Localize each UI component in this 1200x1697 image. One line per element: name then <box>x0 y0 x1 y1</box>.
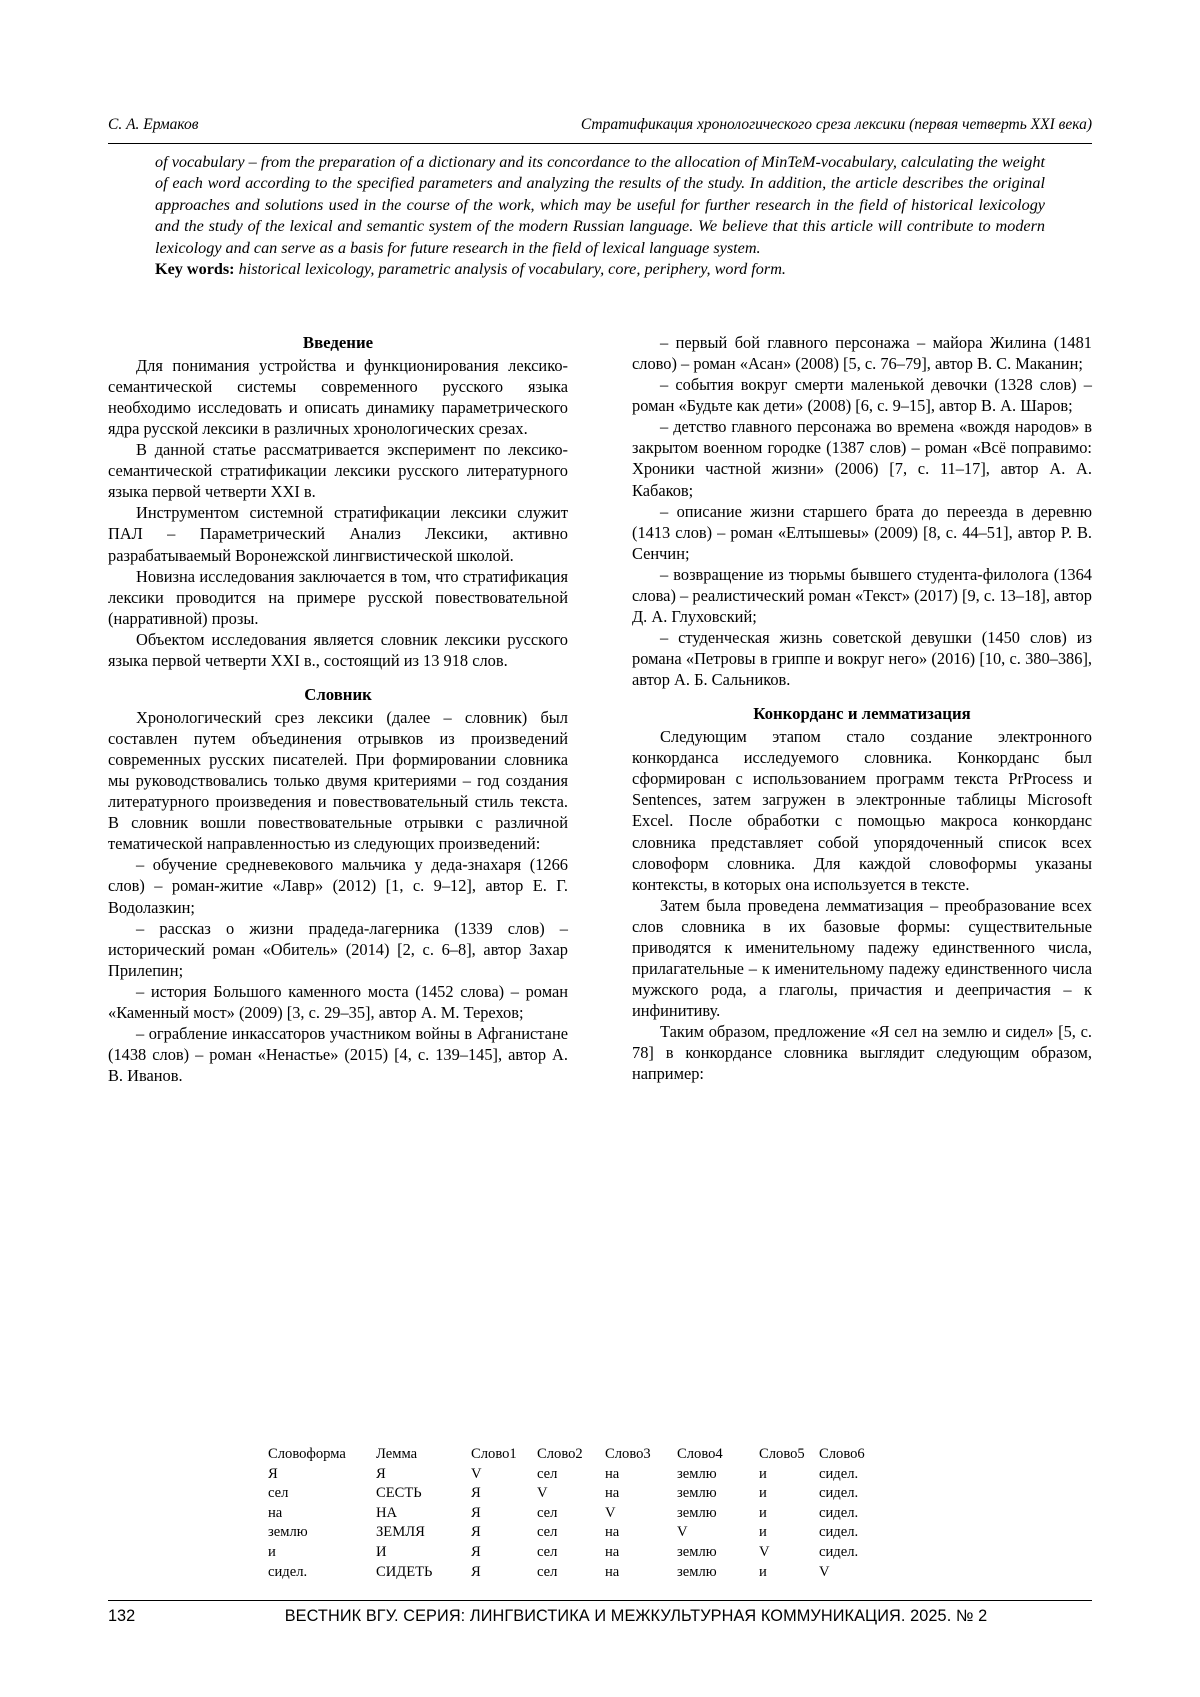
table-cell: Я <box>376 1465 386 1482</box>
table-row <box>268 1484 1028 1504</box>
running-head-author: С. А. Ермаков <box>108 116 199 133</box>
footer-divider <box>108 1600 1092 1601</box>
table-cell: на <box>605 1524 620 1541</box>
table-cell: на <box>605 1563 620 1580</box>
table-cell: сел <box>537 1465 558 1482</box>
header-divider <box>108 143 1092 144</box>
body-columns <box>108 332 1092 1442</box>
table-cell: Я <box>471 1563 481 1580</box>
table-row <box>268 1503 1028 1523</box>
table-cell: и <box>268 1543 276 1560</box>
column-header: Слово1 <box>471 1445 517 1462</box>
table-row <box>268 1523 1028 1543</box>
table-cell: И <box>376 1543 387 1560</box>
table-cell: на <box>605 1485 620 1502</box>
concordance-table <box>268 1444 1028 1582</box>
column-header: Лемма <box>376 1445 418 1462</box>
table-cell: V <box>819 1563 830 1580</box>
heading-introduction: Введение <box>302 333 374 352</box>
abstract-text: of vocabulary – from the preparation of a dictionary and its concordance to the allocation of MinTeM-vocabulary, calculating the weight of each word according to the specified parameters and analyzing the results of the study. In addition, the article describes the original approaches and solutions used in the course of the work, which may be useful for further research in the field of historical lexicology and the study of the lexical and semantic system of the modern Russian language. We believe that this article will contribute to modern lexicology and can serve as a basis for future research in the field of lexical language system. <box>155 153 1045 257</box>
table-header-row <box>268 1444 1028 1464</box>
table-cell: СИДЕТЬ <box>376 1563 433 1580</box>
list-item: – первый бой главного персонажа – майора Жилина (1481 слово) – роман «Асан» (2008) [5, с. 76–79], автор В. С. Маканин; <box>632 333 1092 374</box>
table-cell: СЕСТЬ <box>376 1485 422 1502</box>
table-cell: и <box>759 1524 767 1541</box>
table-cell: и <box>759 1465 767 1482</box>
heading-concordance: Конкорданс и лемматизация <box>753 704 971 724</box>
paragraph: Новизна исследования заключается в том, что стратификация лексики проводится на примере русской повествовательной (нарративной) прозы. <box>108 566 568 628</box>
running-head <box>108 116 1092 134</box>
paragraph: Инструментом системной стратификации лексики служит ПАЛ – Параметрический Анализ Лексики, активно разрабатываемый Воронежской лингвистической школой. <box>108 503 568 565</box>
keywords-text: historical lexicology, parametric analysis of vocabulary, core, periphery, word form. <box>234 259 786 278</box>
column-header: Слово6 <box>819 1445 865 1462</box>
page-number: 132 <box>108 1607 136 1625</box>
paragraph: Следующим этапом стало создание электронного конкорданса исследуемого словника. Конкорданс был сформирован с использованием программ текста PrProcess и Sentences, затем загружен в электронные таблицы Microsoft Excel. После обработки с помощью макроса конкорданс словника представляет собой упорядоченный список всех словоформ словника. Для каждой словоформы указаны контексты, в которых она используется в тексте. <box>632 727 1092 894</box>
list-item: – описание жизни старшего брата до переезда в деревню (1413 слов) – роман «Елтышевы» (2009) [8, с. 44–51], автор Р. В. Сенчин; <box>632 501 1092 563</box>
column-header: Слово5 <box>759 1445 805 1462</box>
paragraph: В данной статье рассматривается эксперимент по лексико-семантической стратификации лексики русского литературного языка первой четверти XXI в. <box>108 440 568 502</box>
table-cell: V <box>605 1504 616 1521</box>
table-cell: ЗЕМЛЯ <box>376 1524 425 1541</box>
table-cell: и <box>759 1485 767 1502</box>
paragraph: Таким образом, предложение «Я сел на землю и сидел» [5, с. 78] в конкордансе словника выглядит следующим образом, например: <box>632 1022 1092 1084</box>
table-cell: и <box>759 1504 767 1521</box>
table-row <box>268 1562 1028 1582</box>
paragraph: Для понимания устройства и функционирования лексико-семантической системы современного русского языка необходимо исследовать и описать динамику параметрического ядра русской лексики в различных хронологических срезах. <box>108 355 568 439</box>
journal-line: ВЕСТНИК ВГУ. СЕРИЯ: ЛИНГВИСТИКА И МЕЖКУЛЬТУРНАЯ КОММУНИКАЦИЯ. 2025. № 2 <box>284 1607 988 1625</box>
table-cell: V <box>471 1465 482 1482</box>
table-cell: сел <box>268 1485 289 1502</box>
list-item: – история Большого каменного моста (1452 слова) – роман «Каменный мост» (2009) [3, с. 29–35], автор А. М. Терехов; <box>108 981 568 1022</box>
concordance-table-block <box>268 1444 1028 1582</box>
column-header: Слово4 <box>677 1445 723 1462</box>
table-cell: V <box>759 1543 770 1560</box>
column-header: Словоформа <box>268 1445 346 1462</box>
table-cell: V <box>677 1524 688 1541</box>
column-right <box>632 332 1092 1084</box>
keywords-line <box>155 259 1045 280</box>
table-row <box>268 1464 1028 1484</box>
paragraph: Хронологический срез лексики (далее – словник) был составлен путем объединения отрывков из произведений современных русских писателей. При формировании словника мы руководствовались только двумя критериями – год создания литературного произведения и повествовательный стиль текста. В словник вошли повествовательные отрывки с различной тематической направленностью из следующих произведений: <box>108 707 568 854</box>
table-row <box>268 1542 1028 1562</box>
column-header: Слово2 <box>537 1445 583 1462</box>
table-cell: Я <box>471 1543 481 1560</box>
table-cell: сел <box>537 1504 558 1521</box>
abstract-block <box>155 152 1045 280</box>
table-cell: Я <box>268 1465 278 1482</box>
table-cell: на <box>605 1543 620 1560</box>
column-header: Слово3 <box>605 1445 651 1462</box>
table-cell: землю <box>677 1563 717 1580</box>
table-cell: и <box>759 1563 767 1580</box>
list-item: – обучение средневекового мальчика у деда-знахаря (1266 слов) – роман-житие «Лавр» (2012) [1, с. 9–12], автор Е. Г. Водолазкин; <box>108 855 568 917</box>
table-cell: сидел. <box>819 1504 859 1521</box>
table-cell: землю <box>677 1485 717 1502</box>
table-cell: V <box>537 1485 548 1502</box>
table-cell: сел <box>537 1524 558 1541</box>
table-cell: Я <box>471 1504 481 1521</box>
table-cell: землю <box>677 1504 717 1521</box>
table-cell: сидел. <box>819 1543 859 1560</box>
list-item: – события вокруг смерти маленькой девочки (1328 слов) – роман «Будьте как дети» (2008) [6, с. 9–15], автор В. А. Шаров; <box>632 375 1092 416</box>
list-item: – детство главного персонажа во времена «вождя народов» в закрытом военном городке (1387 слов) – роман «Всё поправимо: Хроники частной жизни» (2006) [7, с. 11–17], автор А. А. Кабаков; <box>632 417 1092 500</box>
table-cell: сидел. <box>819 1524 859 1541</box>
page-footer <box>108 1607 1092 1626</box>
table-cell: сидел. <box>819 1485 859 1502</box>
table-cell: землю <box>677 1465 717 1482</box>
keywords-label: Key words: <box>155 259 235 278</box>
column-left <box>108 332 568 1086</box>
heading-slovnik: Словник <box>304 685 372 704</box>
list-item: – возвращение из тюрьмы бывшего студента-филолога (1364 слова) – реалистический роман «Текст» (2017) [9, с. 13–18], автор Д. А. Глуховский; <box>632 564 1092 627</box>
list-item: – рассказ о жизни прадеда-лагерника (1339 слов) – исторический роман «Обитель» (2014) [2, с. 6–8], автор Захар Прилепин; <box>108 918 568 980</box>
table-cell: сидел. <box>819 1465 859 1482</box>
paragraph: Затем была проведена лемматизация – преобразование всех слов словника в их базовые формы: существительные приводятся к именительному падежу единственного числа, прилагательные – к именительному падежу единственного числа мужского рода, а глаголы, причастия и деепричастия – к инфинитиву. <box>632 895 1092 1021</box>
table-cell: НА <box>376 1504 398 1521</box>
paragraph: Объектом исследования является словник лексики русского языка первой четверти XXI в., состоящий из 13 918 слов. <box>108 629 568 670</box>
table-cell: Я <box>471 1524 481 1541</box>
running-head-title: Стратификация хронологического среза лексики (первая четверть XXI века) <box>580 116 1092 133</box>
table-cell: сел <box>537 1563 558 1580</box>
list-item: – студенческая жизнь советской девушки (1450 слов) из романа «Петровы в гриппе и вокруг него» (2016) [10, с. 380–386], автор А. Б. Сальников. <box>632 628 1092 690</box>
list-item: – ограбление инкассаторов участником войны в Афганистане (1438 слов) – роман «Ненастье» (2015) [4, с. 139–145], автор А. В. Иванов. <box>108 1024 568 1086</box>
table-cell: землю <box>677 1543 717 1560</box>
table-cell: землю <box>268 1524 308 1541</box>
table-cell: сидел. <box>268 1563 308 1580</box>
table-cell: на <box>605 1465 620 1482</box>
table-cell: Я <box>471 1485 481 1502</box>
table-cell: на <box>268 1504 283 1521</box>
table-cell: сел <box>537 1543 558 1560</box>
